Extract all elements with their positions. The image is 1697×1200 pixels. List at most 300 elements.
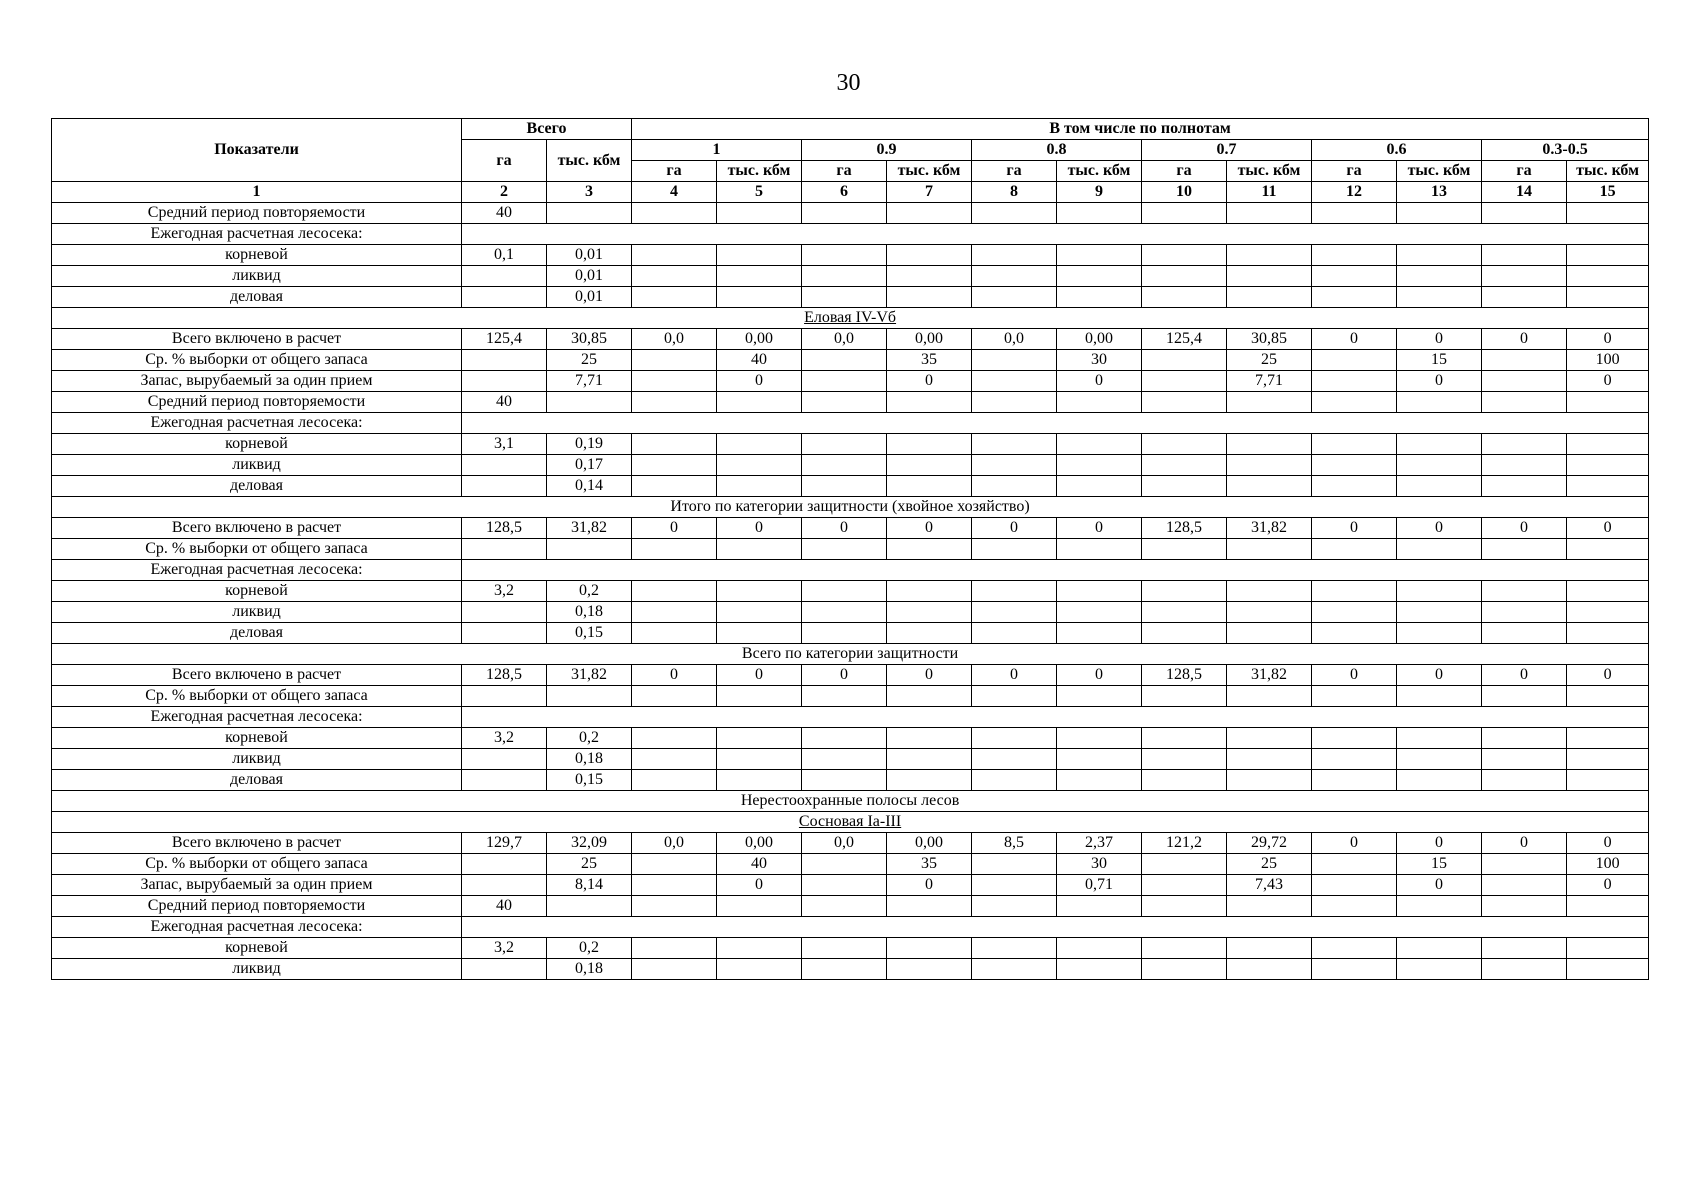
table-cell: 0: [1397, 329, 1482, 350]
row-label: корневой: [52, 728, 462, 749]
table-cell: [1567, 455, 1649, 476]
table-cell: [802, 455, 887, 476]
table-cell: [887, 602, 972, 623]
column-number: 7: [887, 182, 972, 203]
table-cell: 0,19: [547, 434, 632, 455]
table-cell: [632, 350, 717, 371]
column-number: 4: [632, 182, 717, 203]
table-cell: [1227, 476, 1312, 497]
section-title-text: Итого по категории защитности (хвойное хозяйство): [670, 498, 1030, 515]
table-cell: 0,0: [972, 329, 1057, 350]
table-cell: 7,71: [1227, 371, 1312, 392]
table-cell: [802, 854, 887, 875]
column-number: 3: [547, 182, 632, 203]
table-cell: [632, 896, 717, 917]
table-cell: 0: [717, 518, 802, 539]
table-cell: [1227, 896, 1312, 917]
row-label: Ежегодная расчетная лесосека:: [52, 707, 462, 728]
table-cell: 30,85: [547, 329, 632, 350]
table-cell: [1482, 896, 1567, 917]
table-cell: [1482, 539, 1567, 560]
table-cell: [462, 623, 547, 644]
header-unit-m3: тыс. кбм: [1227, 161, 1312, 182]
table-cell: 31,82: [1227, 665, 1312, 686]
table-row: [52, 602, 1649, 623]
table-header: [52, 119, 1649, 203]
header-unit-ha: га: [1142, 161, 1227, 182]
table-cell: [802, 476, 887, 497]
section-title: [52, 812, 1649, 833]
table-cell: [717, 434, 802, 455]
table-cell: [1312, 938, 1397, 959]
table-cell: [1057, 287, 1142, 308]
header-density: 0.7: [1142, 140, 1312, 161]
table-cell: 30,85: [1227, 329, 1312, 350]
section-title-row: [52, 497, 1649, 518]
table-cell: [802, 203, 887, 224]
table-cell: [1482, 770, 1567, 791]
table-row: [52, 875, 1649, 896]
table-cell: [1142, 896, 1227, 917]
table-cell: [1312, 203, 1397, 224]
empty-span-cell: [462, 917, 1649, 938]
table-cell: [1312, 350, 1397, 371]
header-by-density: В том числе по полнотам: [632, 119, 1649, 140]
table-cell: 0: [1312, 329, 1397, 350]
table-cell: [717, 392, 802, 413]
table-cell: 0: [717, 875, 802, 896]
table-cell: [1312, 539, 1397, 560]
table-cell: [802, 392, 887, 413]
header-density: 1: [632, 140, 802, 161]
row-label: Всего включено в расчет: [52, 833, 462, 854]
table-cell: [1397, 245, 1482, 266]
column-number: 10: [1142, 182, 1227, 203]
table-cell: 3,2: [462, 938, 547, 959]
row-label: деловая: [52, 287, 462, 308]
table-cell: 25: [1227, 350, 1312, 371]
table-cell: [717, 266, 802, 287]
table-cell: [1312, 602, 1397, 623]
table-cell: [972, 539, 1057, 560]
table-cell: 0: [1482, 665, 1567, 686]
table-cell: [1142, 623, 1227, 644]
table-row: [52, 350, 1649, 371]
table-cell: 0,17: [547, 455, 632, 476]
table-cell: 25: [1227, 854, 1312, 875]
table-cell: [802, 896, 887, 917]
table-cell: [802, 602, 887, 623]
section-title-text: Всего по категории защитности: [741, 645, 959, 662]
table-body: [52, 203, 1649, 980]
section-title-text: Нерестоохранные полосы лесов: [740, 792, 960, 809]
table-cell: [1567, 434, 1649, 455]
table-cell: [1312, 728, 1397, 749]
table-cell: 3,2: [462, 728, 547, 749]
table-cell: [802, 686, 887, 707]
table-cell: [1142, 350, 1227, 371]
table-cell: [1312, 896, 1397, 917]
header-density: 0.3-0.5: [1482, 140, 1649, 161]
table-row: [52, 476, 1649, 497]
table-cell: 0: [1397, 665, 1482, 686]
table-cell: 35: [887, 350, 972, 371]
section-title-row: [52, 644, 1649, 665]
table-cell: [1482, 476, 1567, 497]
table-cell: 0: [1312, 833, 1397, 854]
table-row: [52, 581, 1649, 602]
table-row: [52, 245, 1649, 266]
column-number: 2: [462, 182, 547, 203]
table-cell: 8,14: [547, 875, 632, 896]
row-label: ликвид: [52, 749, 462, 770]
row-label: корневой: [52, 938, 462, 959]
table-cell: [1567, 770, 1649, 791]
table-cell: [1482, 371, 1567, 392]
table-cell: [972, 875, 1057, 896]
table-cell: [802, 266, 887, 287]
row-label: ликвид: [52, 455, 462, 476]
table-cell: [802, 371, 887, 392]
row-label: Всего включено в расчет: [52, 518, 462, 539]
table-row: [52, 539, 1649, 560]
row-label: ликвид: [52, 266, 462, 287]
table-cell: 31,82: [1227, 518, 1312, 539]
table-cell: [1142, 749, 1227, 770]
table-cell: [1567, 959, 1649, 980]
table-cell: [462, 539, 547, 560]
table-cell: [802, 728, 887, 749]
table-cell: [1482, 623, 1567, 644]
table-cell: [1312, 581, 1397, 602]
table-cell: [1482, 287, 1567, 308]
table-cell: [1142, 854, 1227, 875]
table-cell: [632, 287, 717, 308]
table-cell: [1057, 476, 1142, 497]
column-number: 12: [1312, 182, 1397, 203]
table-cell: 0: [1397, 371, 1482, 392]
table-cell: 15: [1397, 854, 1482, 875]
table-cell: [887, 938, 972, 959]
table-cell: [1057, 245, 1142, 266]
table-cell: [1142, 728, 1227, 749]
table-cell: [972, 392, 1057, 413]
table-cell: [1142, 392, 1227, 413]
table-cell: [717, 749, 802, 770]
table-cell: [1312, 770, 1397, 791]
table-row: [52, 959, 1649, 980]
table-cell: [1057, 770, 1142, 791]
table-cell: [1482, 854, 1567, 875]
table-cell: 0: [1397, 518, 1482, 539]
table-cell: [972, 581, 1057, 602]
table-cell: 3,1: [462, 434, 547, 455]
table-cell: 0,00: [1057, 329, 1142, 350]
table-cell: [1482, 581, 1567, 602]
table-cell: [1312, 959, 1397, 980]
table-cell: [1567, 581, 1649, 602]
header-unit-ha: га: [972, 161, 1057, 182]
table-cell: [1482, 686, 1567, 707]
table-cell: [547, 686, 632, 707]
table-cell: [1397, 434, 1482, 455]
table-cell: [717, 287, 802, 308]
table-cell: [717, 623, 802, 644]
table-cell: 128,5: [462, 518, 547, 539]
header-unit-ha: га: [1312, 161, 1397, 182]
table-cell: 0: [1312, 665, 1397, 686]
table-cell: 0,0: [802, 329, 887, 350]
table-cell: [717, 476, 802, 497]
table-cell: 125,4: [1142, 329, 1227, 350]
table-cell: 0,2: [547, 728, 632, 749]
table-cell: [972, 623, 1057, 644]
table-cell: [887, 728, 972, 749]
header-unit-m3: тыс. кбм: [1397, 161, 1482, 182]
table-cell: [972, 371, 1057, 392]
column-number: 9: [1057, 182, 1142, 203]
table-cell: 0,15: [547, 770, 632, 791]
table-cell: [1227, 686, 1312, 707]
table-cell: [717, 245, 802, 266]
table-cell: [1057, 392, 1142, 413]
table-cell: [887, 959, 972, 980]
table-cell: [1567, 203, 1649, 224]
subheading-row: [52, 560, 1649, 581]
table-cell: [1567, 623, 1649, 644]
row-label: деловая: [52, 476, 462, 497]
table-cell: [632, 455, 717, 476]
table-cell: [717, 896, 802, 917]
header-unit-m3: тыс. кбм: [717, 161, 802, 182]
table-cell: [887, 539, 972, 560]
empty-span-cell: [462, 707, 1649, 728]
table-cell: [717, 539, 802, 560]
table-cell: 0: [717, 371, 802, 392]
table-cell: [1057, 938, 1142, 959]
table-cell: [1482, 203, 1567, 224]
row-label: Ср. % выборки от общего запаса: [52, 350, 462, 371]
table-cell: [1057, 434, 1142, 455]
table-cell: [1312, 392, 1397, 413]
table-cell: [972, 350, 1057, 371]
table-cell: [717, 938, 802, 959]
header-unit-m3: тыс. кбм: [1567, 161, 1649, 182]
table-cell: [1057, 728, 1142, 749]
table-cell: [1482, 959, 1567, 980]
table-cell: [1227, 749, 1312, 770]
row-label: Ср. % выборки от общего запаса: [52, 539, 462, 560]
row-label: Всего включено в расчет: [52, 329, 462, 350]
table-cell: 0: [632, 665, 717, 686]
table-cell: [632, 245, 717, 266]
table-cell: [1227, 245, 1312, 266]
table-cell: [632, 203, 717, 224]
row-label: Ежегодная расчетная лесосека:: [52, 560, 462, 581]
table-cell: [1482, 434, 1567, 455]
subheading-row: [52, 224, 1649, 245]
table-cell: [1482, 266, 1567, 287]
table-cell: 25: [547, 854, 632, 875]
header-total-m3: тыс. кбм: [547, 140, 632, 182]
table-cell: 0,71: [1057, 875, 1142, 896]
header-unit-ha: га: [802, 161, 887, 182]
table-cell: [972, 455, 1057, 476]
table-cell: 30: [1057, 854, 1142, 875]
subheading-row: [52, 413, 1649, 434]
column-number: 13: [1397, 182, 1482, 203]
table-cell: [802, 959, 887, 980]
table-cell: 0: [887, 875, 972, 896]
table-cell: [462, 476, 547, 497]
table-cell: [1057, 896, 1142, 917]
table-cell: [802, 287, 887, 308]
table-cell: 0,00: [717, 329, 802, 350]
table-cell: 40: [717, 854, 802, 875]
table-cell: 128,5: [462, 665, 547, 686]
table-cell: 121,2: [1142, 833, 1227, 854]
table-cell: [1142, 875, 1227, 896]
header-indicators: Показатели: [52, 119, 462, 182]
table-cell: [802, 770, 887, 791]
table-cell: 7,71: [547, 371, 632, 392]
table-row: [52, 287, 1649, 308]
header-total: Всего: [462, 119, 632, 140]
table-cell: [1397, 728, 1482, 749]
table-cell: 0: [1397, 833, 1482, 854]
section-title: [52, 644, 1649, 665]
table-cell: [887, 686, 972, 707]
column-number: 8: [972, 182, 1057, 203]
table-cell: [802, 623, 887, 644]
table-cell: [1142, 455, 1227, 476]
table-cell: [717, 455, 802, 476]
table-row: [52, 203, 1649, 224]
table-cell: [887, 476, 972, 497]
table-cell: 0,0: [632, 833, 717, 854]
header-density: 0.9: [802, 140, 972, 161]
table-cell: [1142, 287, 1227, 308]
table-cell: 0: [887, 665, 972, 686]
column-number-row: [52, 182, 1649, 203]
table-cell: [1142, 602, 1227, 623]
row-label: Ежегодная расчетная лесосека:: [52, 413, 462, 434]
table-cell: 30: [1057, 350, 1142, 371]
table-cell: [887, 434, 972, 455]
table-cell: 29,72: [1227, 833, 1312, 854]
table-cell: [1567, 476, 1649, 497]
table-cell: [547, 896, 632, 917]
table-row: [52, 518, 1649, 539]
table-cell: 15: [1397, 350, 1482, 371]
table-cell: [1227, 203, 1312, 224]
table-cell: [1057, 455, 1142, 476]
table-cell: [462, 875, 547, 896]
row-label: деловая: [52, 770, 462, 791]
table-cell: [632, 749, 717, 770]
table-cell: 0,0: [632, 329, 717, 350]
column-number: 15: [1567, 182, 1649, 203]
table-cell: [972, 245, 1057, 266]
table-cell: [1482, 602, 1567, 623]
table-cell: [972, 959, 1057, 980]
table-cell: [972, 728, 1057, 749]
table-cell: 40: [717, 350, 802, 371]
table-row: [52, 434, 1649, 455]
table-cell: [462, 854, 547, 875]
table-cell: 125,4: [462, 329, 547, 350]
table-cell: [972, 854, 1057, 875]
table-cell: [1312, 266, 1397, 287]
section-title: [52, 308, 1649, 329]
table-row: [52, 665, 1649, 686]
table-cell: [547, 539, 632, 560]
subheading-row: [52, 917, 1649, 938]
row-label: корневой: [52, 434, 462, 455]
table-cell: [1482, 728, 1567, 749]
table-row: [52, 455, 1649, 476]
table-cell: [1142, 686, 1227, 707]
table-cell: [1227, 434, 1312, 455]
table-cell: [1227, 602, 1312, 623]
table-cell: [1142, 245, 1227, 266]
table-cell: [632, 728, 717, 749]
table-cell: [1567, 749, 1649, 770]
table-cell: 40: [462, 392, 547, 413]
table-cell: [462, 770, 547, 791]
table-cell: [462, 749, 547, 770]
table-cell: 0,01: [547, 245, 632, 266]
table-cell: 35: [887, 854, 972, 875]
table-cell: [1227, 287, 1312, 308]
header-density: 0.8: [972, 140, 1142, 161]
table-cell: [972, 203, 1057, 224]
row-label: ликвид: [52, 602, 462, 623]
table-cell: [972, 602, 1057, 623]
table-cell: [632, 959, 717, 980]
table-cell: [887, 392, 972, 413]
table-cell: [1312, 854, 1397, 875]
table-cell: [462, 455, 547, 476]
table-cell: 0,00: [887, 833, 972, 854]
table-cell: [1312, 287, 1397, 308]
table-cell: 0,2: [547, 581, 632, 602]
table-cell: [632, 371, 717, 392]
table-cell: 0: [802, 665, 887, 686]
table-cell: [802, 938, 887, 959]
table-cell: 0: [632, 518, 717, 539]
table-cell: 7,43: [1227, 875, 1312, 896]
table-cell: [632, 266, 717, 287]
table-cell: [887, 455, 972, 476]
empty-span-cell: [462, 224, 1649, 245]
table-cell: [1057, 602, 1142, 623]
table-cell: [1482, 245, 1567, 266]
table-cell: [1397, 959, 1482, 980]
row-label: корневой: [52, 245, 462, 266]
table-cell: [887, 287, 972, 308]
subheading-row: [52, 707, 1649, 728]
table-cell: [1567, 245, 1649, 266]
table-cell: 0,0: [802, 833, 887, 854]
table-cell: [1397, 938, 1482, 959]
table-cell: 0: [1482, 833, 1567, 854]
table-cell: [802, 581, 887, 602]
table-cell: [1227, 455, 1312, 476]
table-cell: [1397, 287, 1482, 308]
table-cell: [887, 581, 972, 602]
row-label: Средний период повторяемости: [52, 896, 462, 917]
